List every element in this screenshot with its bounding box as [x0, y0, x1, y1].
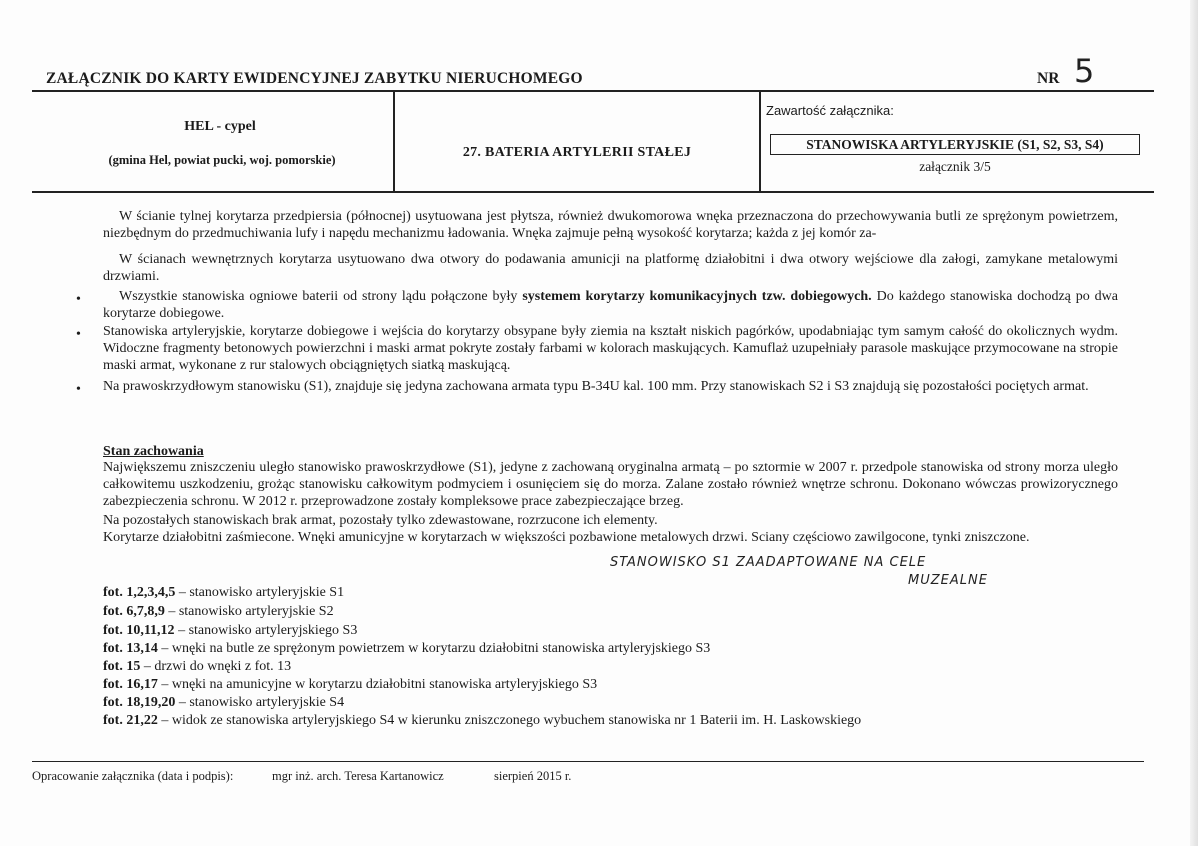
footer-rule [32, 761, 1144, 762]
location-name: HEL - cypel [184, 119, 256, 134]
attachment-index: załącznik 3/5 [919, 159, 991, 174]
photo-entry: fot. 15 – drzwi do wnęki z fot. 13 [103, 659, 292, 674]
document-title: ZAŁĄCZNIK DO KARTY EWIDENCYJNEJ ZABYTKU NIERUCHOMEGO [46, 70, 583, 87]
bullet-marker: • [76, 327, 81, 342]
photo-entry: fot. 6,7,8,9 – stanowisko artyleryjskie S2 [103, 604, 334, 619]
bullet-marker: • [76, 382, 81, 397]
footer-date: sierpień 2015 r. [494, 769, 572, 783]
attachment-number: 5 [1074, 52, 1095, 90]
contents-label: Zawartość załącznika: [766, 103, 894, 118]
footer-label: Opracowanie załącznika (data i podpis): [32, 769, 234, 783]
info-divider-2 [759, 91, 761, 192]
photo-entry: fot. 16,17 – wnęki na amunicyjne w korytarzu działobitni stanowiska artyleryjskiego S3 [103, 677, 598, 692]
photo-entry: fot. 1,2,3,4,5 – stanowisko artyleryjskie S1 [103, 585, 345, 600]
state-heading: Stan zachowania [103, 444, 204, 459]
photo-entry: fot. 18,19,20 – stanowisko artyleryjskie S4 [103, 695, 345, 710]
bullet-paragraph-1 [103, 288, 1118, 322]
info-divider-1 [393, 91, 395, 192]
state-paragraph-1: Największemu zniszczeniu uległo stanowisko prawoskrzydłowe (S1), jedyne z zachowaną oryginalna armatą – po sztormie w 2007 r. przedpole stanowiska od strony morza uległo całkowitemu uszkodzeniu, grożąc stanowisku całkowitym podmyciem i osunięciem się do morza. Zalane zostało również wnętrze schronu. Dokonano wówczas prowizorycznego zabezpieczenia schronu. W 2012 r. przeprowadzone zostały kompleksowe prace zabezpieczające brzeg. [103, 460, 1118, 509]
handwritten-note [608, 551, 1098, 593]
bullet-1-emphasis: systemem korytarzy komunikacyjnych tzw. dobiegowych. [522, 289, 872, 304]
bullet-paragraph-2: Stanowiska artyleryjskie, korytarze dobiegowe i wejścia do korytarzy obsypane były ziemia na kształt niskich pagórków, upodabniając tym samym całość do okolicznych wydm. Widoczne fragmenty betonowych powierzchni i maski armat pokryte zostały farbami w kolorach maskujących. Kamuflaż uzupełniały parasole maskujące przymocowane na stropie maski armat, wykonane z rur stalowych obciągniętych siatką maskującą. [103, 324, 1118, 373]
footer-author: mgr inż. arch. Teresa Kartanowicz [272, 769, 444, 783]
photo-entry: fot. 13,14 – wnęki na butle ze sprężonym powietrzem w korytarzu działobitni stanowiska artyleryjskiego S3 [103, 641, 711, 656]
number-label: NR [1037, 70, 1060, 87]
handwritten-line-2: MUZEALNE [908, 573, 988, 588]
bullet-1-text-a: Wszystkie stanowiska ogniowe baterii od strony lądu połączone były [119, 289, 523, 304]
bullet-1-text-b: Do każdego stanowiska dochodzą po dwa korytarze dobiegowe. [103, 289, 1119, 321]
contents-value: STANOWISKA ARTYLERYJSKIE (S1, S2, S3, S4) [770, 134, 1140, 155]
photo-entry: fot. 21,22 – widok ze stanowiska artyleryjskiego S4 w kierunku zniszczonego wybuchem stanowiska nr 1 Baterii im. H. Laskowskiego [103, 713, 862, 728]
header-bottom-rule [32, 191, 1154, 193]
object-name: 27. BATERIA ARTYLERII STAŁEJ [462, 145, 692, 160]
page-edge-shadow [1190, 0, 1198, 846]
header-top-rule [32, 90, 1154, 92]
bullet-marker: • [76, 292, 81, 307]
bullet-paragraph-3: Na prawoskrzydłowym stanowisku (S1), znajduje się jedyna zachowana armata typu B-34U kal. 100 mm. Przy stanowiskach S2 i S3 znajdują się pozostałości pociętych armat. [103, 379, 1089, 394]
handwritten-line-1: STANOWISKO S1 ZAADAPTOWANE NA CELE [610, 555, 927, 570]
state-paragraph-3: Korytarze działobitni zaśmiecone. Wnęki amunicyjne w korytarzach w większości pozbawione metalowych drzwi. Sciany częściowo zawilgocone, tynki zniszczone. [103, 530, 1030, 545]
paragraph-1: W ścianie tylnej korytarza przedpiersia (północnej) usytuowana jest płytsza, również dwukomorowa wnęka przeznaczona do przechowywania butli ze sprężonym powietrzem, niezbędnym do przedmuchiwania lufy i napędu mechanizmu ładowania. Wnęka zajmuje pełną wysokość korytarza; każda z jej komór za- [103, 209, 1118, 241]
location-detail: (gmina Hel, powiat pucki, woj. pomorskie) [108, 153, 336, 167]
state-paragraph-2: Na pozostałych stanowiskach brak armat, pozostały tylko zdewastowane, rozrzucone ich elementy. [103, 513, 658, 528]
photo-entry: fot. 10,11,12 – stanowisko artyleryjskiego S3 [103, 623, 358, 638]
paragraph-1-clipped [103, 208, 1118, 242]
paragraph-2: W ścianach wewnętrznych korytarza usytuowano dwa otwory do podawania amunicji na platformę działobitni i dwa otwory wejściowe dla załogi, zamykane metalowymi drzwiami. [103, 252, 1118, 284]
